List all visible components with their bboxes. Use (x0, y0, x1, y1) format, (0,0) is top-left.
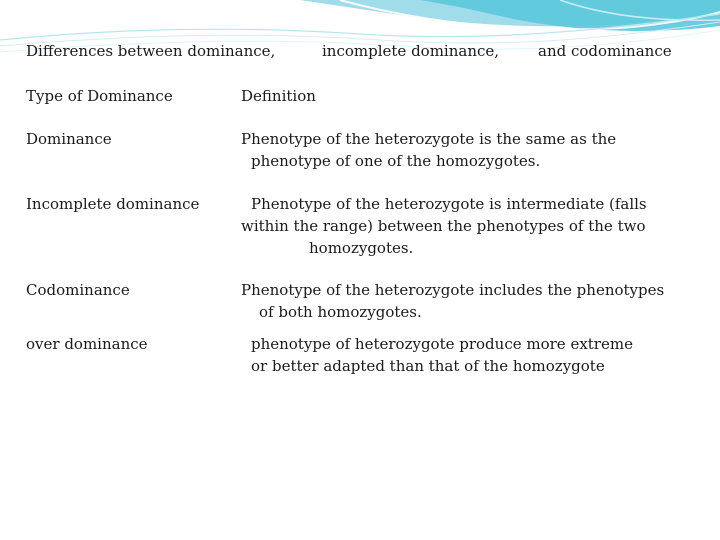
row-type-codominance: Codominance (26, 281, 130, 299)
definition-line: or better adapted than that of the homozygote (251, 357, 605, 375)
slide-title (26, 42, 706, 64)
header-definition: Definition (241, 87, 316, 105)
title-part-2: incomplete dominance, (322, 42, 500, 60)
header-type: Type of Dominance (26, 87, 173, 105)
definition-line: homozygotes. (309, 239, 414, 257)
definition-line: phenotype of heterozygote produce more extreme (251, 335, 633, 353)
row-definition-incomplete-dominance (241, 193, 647, 259)
row-type-over-dominance: over dominance (26, 335, 148, 353)
definition-line: Phenotype of the heterozygote is intermediate (falls (251, 195, 647, 213)
title-part-3: and codominance (538, 42, 672, 60)
title-part-1: Differences between dominance, (26, 42, 276, 60)
definition-line: Phenotype of the heterozygote includes the phenotypes (241, 281, 665, 299)
definition-line: Phenotype of the heterozygote is the same as the (241, 130, 617, 148)
row-definition-dominance (241, 128, 616, 172)
row-definition-codominance (241, 279, 664, 323)
row-definition-over-dominance (251, 333, 633, 377)
header-wave-decoration (0, 0, 720, 80)
row-type-dominance: Dominance (26, 130, 112, 148)
row-type-incomplete-dominance: Incomplete dominance (26, 195, 200, 213)
definition-line: of both homozygotes. (259, 303, 422, 321)
definition-line: phenotype of one of the homozygotes. (251, 152, 541, 170)
definition-line: within the range) between the phenotypes of the two (241, 217, 646, 235)
